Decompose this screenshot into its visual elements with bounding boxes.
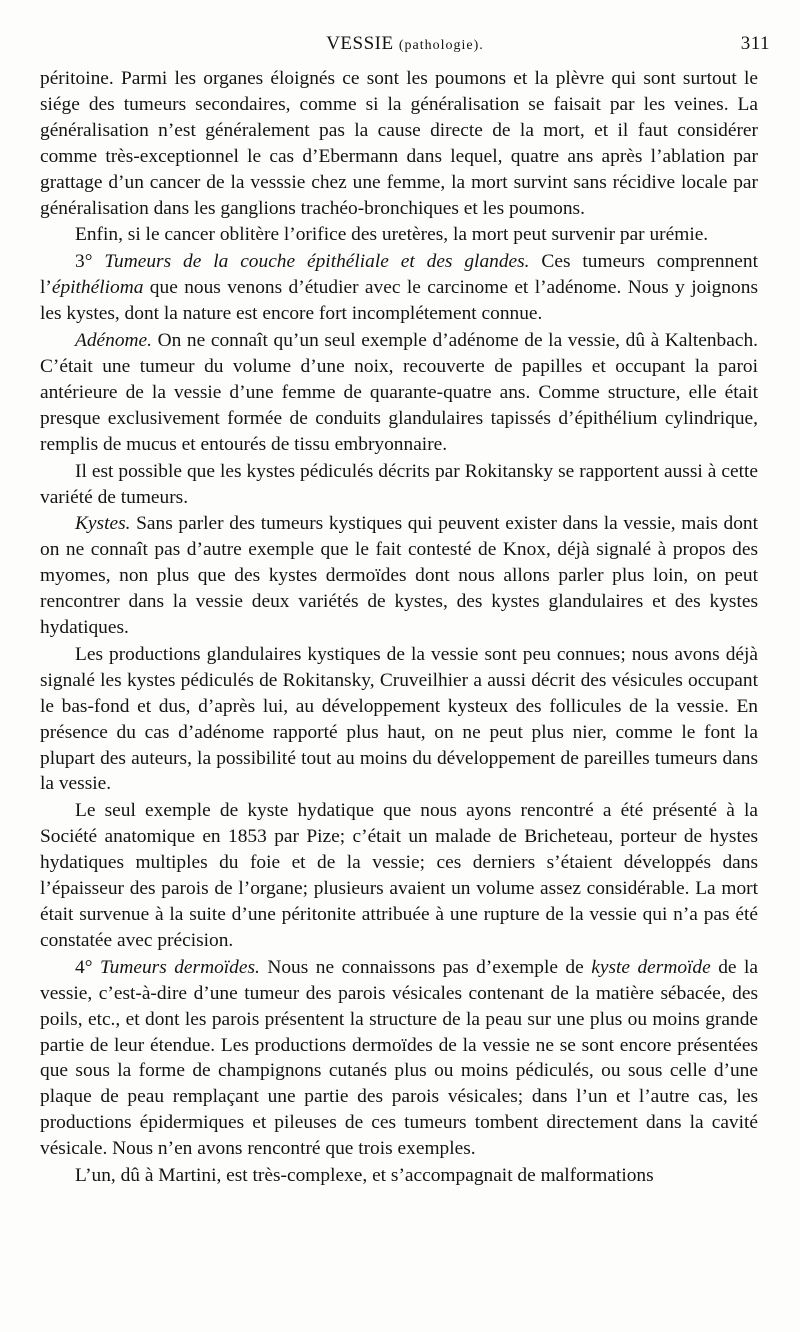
paragraph: Le seul exemple de kyste hydatique que nous ayons rencontré a été présenté à la Société anatomique en 1853 par Pize; c’était un malade de Bricheteau, porteur de hystes hydatiques multiples du foie et de la vessie; ces derniers s’étaient développés dans l’épaisseur des parois de l’organe; plusieurs avaient un volume assez considérable. La mort était survenue à la suite d’une péritonite attribuée à une rupture de la vessie qui n’a pas été constatée avec précision. (40, 800, 758, 951)
running-title (40, 33, 770, 55)
section-paragraph-epithelial: 3° Tumeurs de la couche épithéliale et des glandes. Ces tumeurs comprennent l’épithélioma que nous venons d’étudier avec le carcinome et l’adénome. Nous y joignons les kystes, dont la nature est encore fort incomplétement connue. (40, 251, 758, 325)
section-heading: Tumeurs dermoïdes. (99, 956, 260, 978)
paragraph: Enfin, si le cancer oblitère l’orifice des uretères, la mort peut survenir par urémie. (75, 224, 709, 246)
header-subtitle: (pathologie). (398, 38, 484, 53)
paragraph-continued: péritoine. Parmi les organes éloignés ce sont les poumons et la plèvre qui sont surtout le siége des tumeurs secondaires, comme si la généralisation se faisait par les veines. La généralisation n’est généralement pas la cause directe de la mort, et il faut considérer comme très-exceptionnel le cas d’Ebermann dans lequel, quatre ans après l’ablation par grattage d’un cancer de la vesssie chez une femme, la mort survint sans récidive locale par généralisation dans les ganglions trachéo-bronchiques et les poumons. (40, 68, 758, 219)
paragraph: Il est possible que les kystes pédiculés décrits par Rokitansky se rapportent aussi à cette variété de tumeurs. (40, 460, 758, 508)
body-text (40, 66, 758, 1189)
paragraph-adenome: Adénome. On ne connaît qu’un seul exemple d’adénome de la vessie, dû à Kaltenbach. C’était une tumeur du volume d’une noix, recouverte de papilles et occupant la paroi antérieure de la vessie d’une femme de quarante-quatre ans. Comme structure, elle était presque exclusivement formée de conduits glandulaires tapissés d’épithélium cylindrique, remplis de mucus et entourés de tissu embryonnaire. (40, 330, 758, 455)
page-number: 311 (740, 33, 770, 54)
section-heading: Tumeurs de la couche épithéliale et des glandes. (104, 251, 530, 273)
italic-term: épithélioma (51, 277, 144, 299)
running-header (40, 33, 770, 57)
run-in-heading: Kystes. (75, 513, 131, 535)
section-paragraph-dermoides: 4° Tumeurs dermoïdes. Nous ne connaissons pas d’exemple de kyste dermoïde de la vessie, c’est-à-dire d’une tumeur des parois vésicales contenant de la matière sébacée, des poils, etc., et dont les parois présentent la structure de la peau sur une plus ou moins grande partie de leur étendue. Les productions dermoïdes de la vessie ne se sont encore présentées que sous la forme de champignons cutanés plus ou moins pédiculés, ou sous celle d’une plaque de peau remplaçant une partie des parois vésicales; dans l’un et l’autre cas, les productions épidermiques et pileuses de ces tumeurs tombent directement dans la cavité vésicale. Nous n’en avons rencontré que trois exemples. (40, 956, 758, 1160)
paragraph: Les productions glandulaires kystiques de la vessie sont peu connues; nous avons déjà signalé les kystes pédiculés de Rokitansky, Cruveilhier a aussi décrit des vésicules occupant le bas-fond et dus, d’après lui, au développement kysteux des follicules de la vessie. En présence du cas d’adénome rapporté plus haut, on ne peut plus nier, comme le font la plupart des auteurs, la possibilité tout au moins du développement de pareilles tumeurs dans la vessie. (40, 643, 758, 795)
paragraph-kystes: Kystes. Sans parler des tumeurs kystiques qui peuvent exister dans la vessie, mais dont on ne connaît pas d’autre exemple que le fait contesté de Knox, déjà signalé à propos des myomes, non plus que des kystes dermoïdes dont nous allons parler plus loin, on peut rencontrer dans la vessie deux variétés de kystes, des kystes glandulaires et des kystes hydatiques. (40, 513, 758, 639)
paragraph: L’un, dû à Martini, est très-complexe, et s’accompagnait de malformations (75, 1165, 654, 1187)
run-in-heading: Adénome. (75, 330, 152, 352)
header-title: VESSIE (326, 33, 394, 54)
italic-term: kyste dermoïde (591, 956, 711, 978)
